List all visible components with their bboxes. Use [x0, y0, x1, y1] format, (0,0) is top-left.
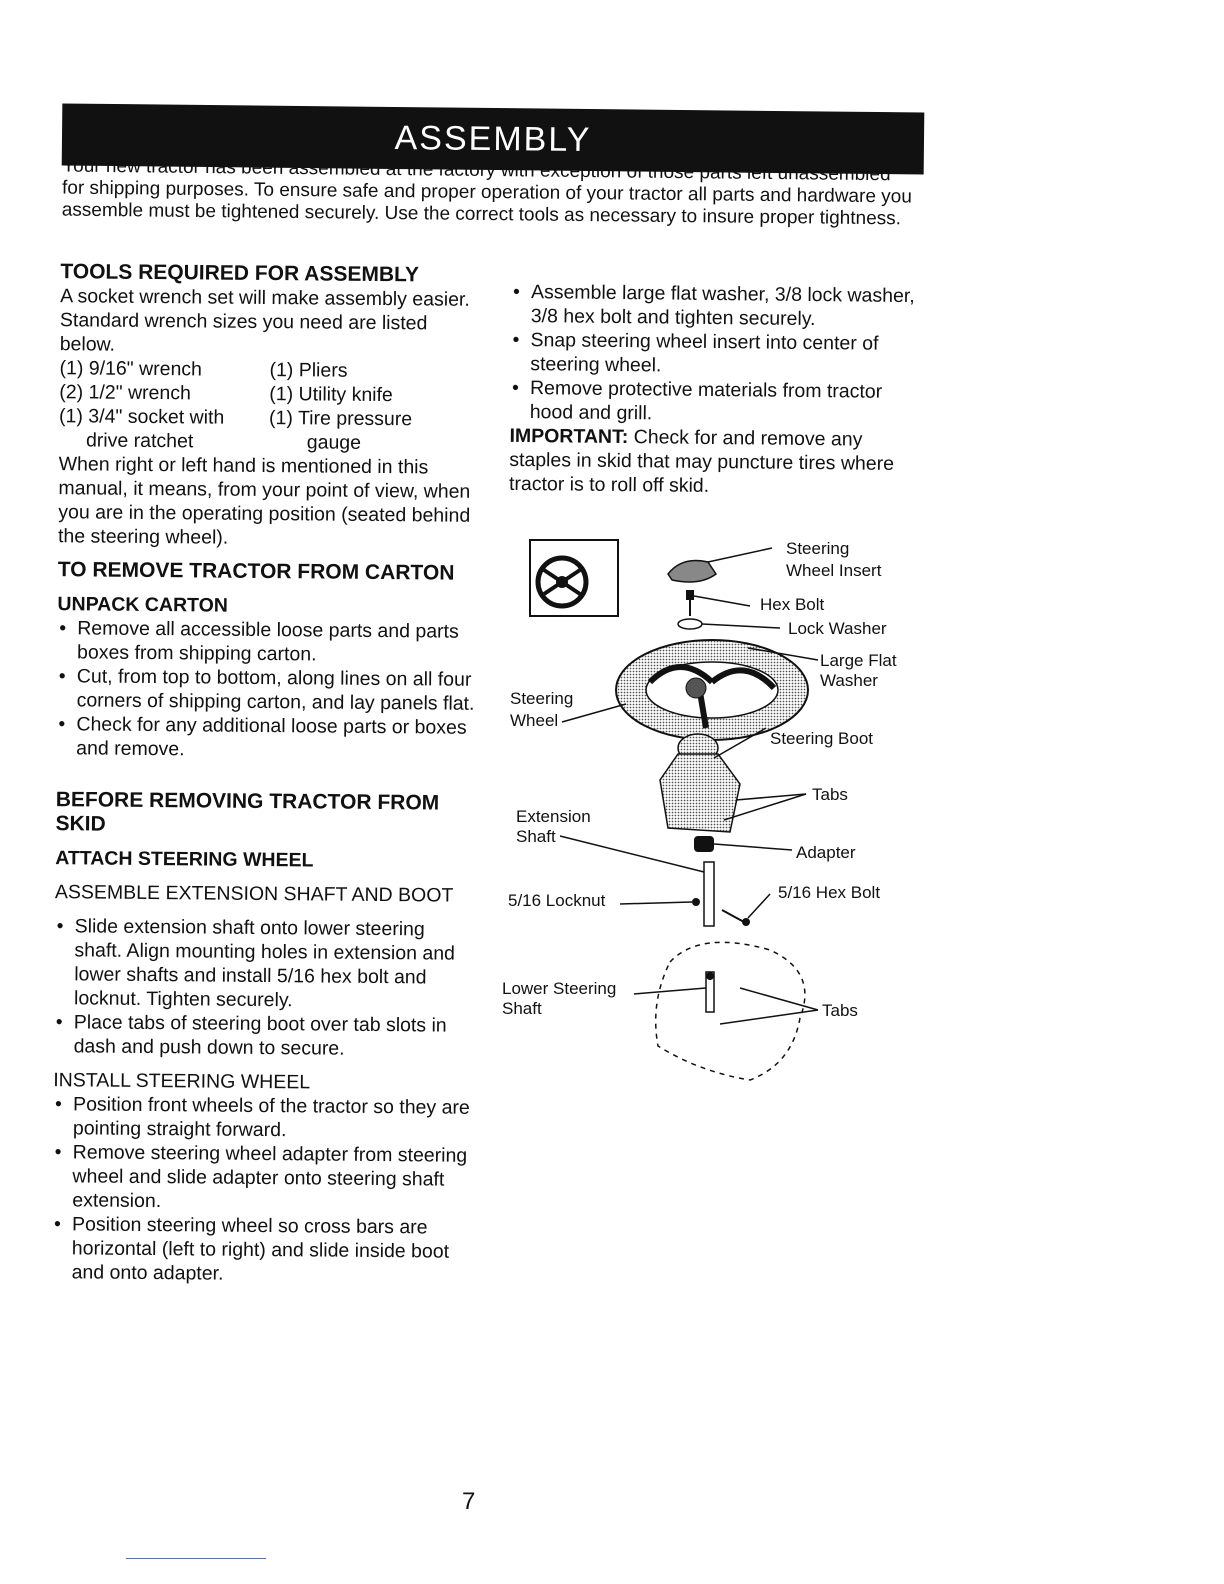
list-item: • Remove steering wheel adapter from steering wheel and slide adapter onto steering shaft extension. — [52, 1140, 473, 1216]
label-steering-boot: Steering Boot — [770, 729, 874, 748]
list-item: • Assemble large flat washer, 3/8 lock washer, 3/8 hex bolt and tighten securely. — [511, 280, 921, 332]
hand-note: When right or left hand is mentioned in this manual, it means, from your point of view, when you are in the operating position (seated behind the steering wheel). — [57, 453, 471, 549]
tool-item: (1) 3/4" socket with — [59, 405, 225, 429]
list-item: • Cut, from top to bottom, along lines on all four corners of shipping carton, and lay panels flat. — [57, 664, 477, 716]
steering-wheel-thumbnail-icon — [530, 540, 618, 616]
label-steering-wheel-insert: Steering — [786, 539, 850, 558]
list-item: • Position steering wheel so cross bars are horizontal (left to right) and slide inside boot and onto adapter. — [52, 1212, 473, 1288]
label-lower-steering-shaft: Lower Steering — [502, 979, 617, 998]
label-tabs-top: Tabs — [812, 785, 848, 804]
list-item: • Remove all accessible loose parts and parts boxes from shipping carton. — [57, 616, 477, 668]
label-steering-wheel-insert: Wheel Insert — [786, 561, 882, 580]
right-column — [509, 280, 921, 500]
unpack-list — [56, 616, 477, 764]
label-hex-bolt: Hex Bolt — [760, 595, 825, 614]
label-extension-shaft: Extension — [516, 807, 591, 826]
tools-text: A socket wrench set will make assembly easier. Standard wrench sizes you need are listed below. — [59, 285, 470, 356]
tool-item: (1) Tire pressure — [269, 407, 413, 431]
tools-heading: TOOLS REQUIRED FOR ASSEMBLY — [60, 260, 420, 287]
extension-heading: ASSEMBLE EXTENSION SHAFT AND BOOT — [54, 881, 454, 907]
list-item: • Remove protective materials from tractor hood and grill. — [510, 376, 920, 428]
remove-heading: TO REMOVE TRACTOR FROM CARTON — [57, 558, 455, 585]
lock-washer-part — [678, 619, 780, 629]
page-number: 7 — [462, 1488, 476, 1515]
list-item: • Snap steering wheel insert into center of steering wheel. — [510, 328, 920, 380]
left-column — [52, 260, 481, 1288]
label-lower-steering-shaft: Shaft — [502, 999, 542, 1018]
list-item: • Slide extension shaft onto lower steering shaft. Align mounting holes in extension and lower shafts and install 5/16 hex bolt and locknut. Tighten securely. — [54, 914, 475, 1014]
install-heading: INSTALL STEERING WHEEL — [53, 1069, 311, 1094]
label-steering-wheel: Wheel — [510, 711, 559, 730]
label-hex-bolt-516: 5/16 Hex Bolt — [778, 883, 881, 902]
steering-assembly-diagram — [500, 532, 920, 1092]
steering-wheel-part — [562, 640, 818, 740]
section-title: ASSEMBLY — [394, 118, 592, 159]
tool-item: drive ratchet — [58, 429, 194, 453]
list-item: • Place tabs of steering boot over tab slots in dash and push down to secure. — [54, 1010, 474, 1062]
install-list — [52, 1092, 474, 1288]
intro-paragraph: Your new tractor has been assembled at the factory with exception of those parts left unassembled for shipping purposes. To ensure safe and proper operation of your tractor all parts and hardware you assemble must be tightened securely. Use the correct tools as necessary to insure proper tightness. — [61, 155, 912, 230]
steering-wheel-insert-part — [668, 548, 772, 582]
attach-heading: ATTACH STEERING WHEEL — [55, 847, 314, 872]
before-heading: BEFORE REMOVING TRACTOR FROM SKID — [55, 788, 440, 836]
locknut-part — [620, 898, 700, 906]
label-adapter: Adapter — [796, 843, 856, 862]
dash-outline — [656, 942, 818, 1080]
important-label: IMPORTANT: — [509, 424, 629, 449]
extension-list — [54, 914, 475, 1062]
tools-list — [59, 356, 480, 456]
label-locknut: 5/16 Locknut — [508, 891, 606, 910]
label-large-flat-washer: Large Flat — [820, 651, 897, 670]
label-lock-washer: Lock Washer — [788, 619, 887, 638]
extension-shaft-part — [560, 836, 714, 926]
wheel-steps-list — [510, 280, 921, 428]
unpack-heading: UNPACK CARTON — [57, 593, 229, 617]
tool-item: (1) Utility knife — [269, 383, 393, 407]
list-item: • Check for any additional loose parts or boxes and remove. — [56, 712, 476, 764]
important-note — [509, 424, 920, 500]
label-tabs-bottom: Tabs — [822, 1001, 858, 1020]
tool-item: gauge — [268, 431, 362, 454]
tool-item: (1) Pliers — [269, 359, 348, 382]
important-text: Check for and remove any staples in skid that may puncture tires where tractor is to roll off skid. — [508, 426, 895, 497]
adapter-part — [694, 836, 792, 852]
tool-item: (2) 1/2" wrench — [59, 381, 191, 405]
tool-item: (1) 9/16" wrench — [59, 357, 203, 381]
label-large-flat-washer: Washer — [820, 671, 878, 690]
hex-bolt-part — [686, 590, 750, 616]
label-steering-wheel: Steering — [510, 689, 574, 708]
list-item: • Position front wheels of the tractor so they are pointing straight forward. — [53, 1092, 473, 1144]
footer-line — [126, 1558, 266, 1559]
hex-bolt-516-part — [722, 894, 770, 926]
label-extension-shaft: Shaft — [516, 827, 556, 846]
lower-steering-shaft-part — [634, 972, 714, 1012]
